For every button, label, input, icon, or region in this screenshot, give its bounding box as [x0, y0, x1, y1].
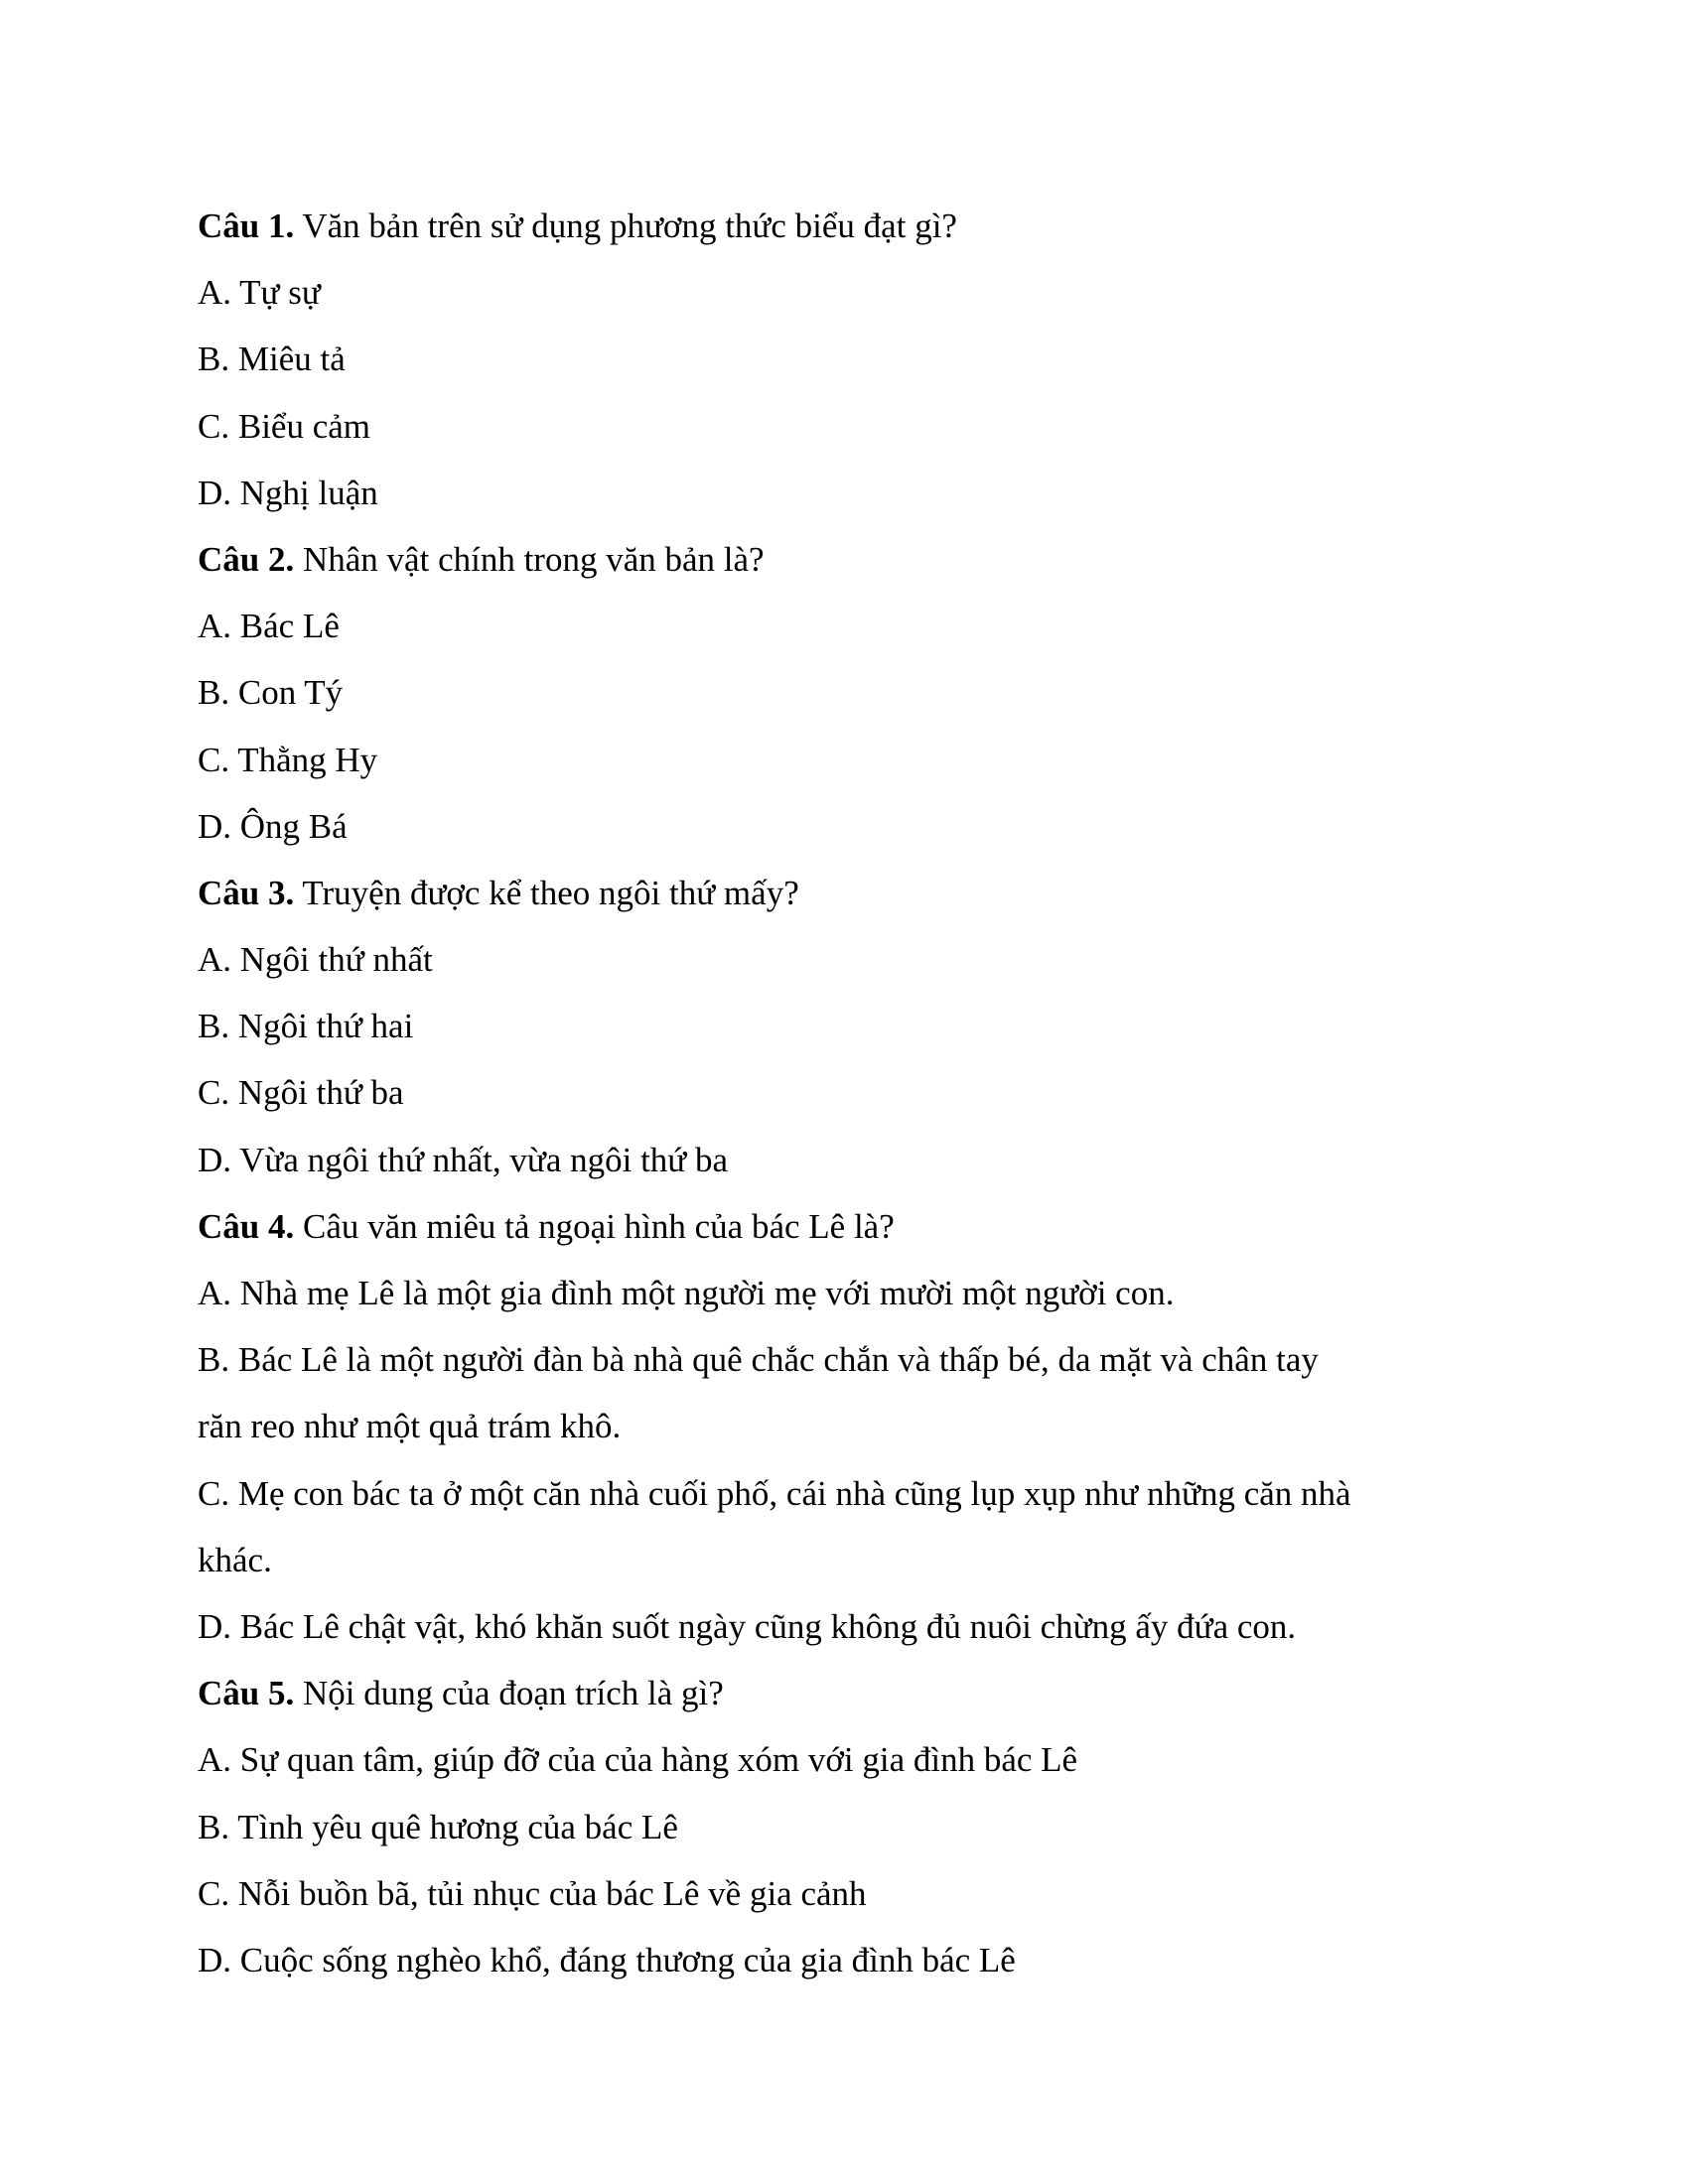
question-stem — [198, 526, 1508, 593]
answer-option-line: B. Miêu tả — [198, 340, 346, 379]
answer-option-line: A. Ngôi thứ nhất — [198, 940, 433, 980]
answer-option — [198, 1460, 1508, 1593]
question-text: Nhân vật chính trong văn bản là? — [294, 539, 765, 579]
question-stem — [198, 193, 1508, 259]
answer-option-line: B. Ngôi thứ hai — [198, 1007, 414, 1046]
question-1 — [198, 193, 1508, 526]
answer-option — [198, 460, 1508, 526]
question-text: Truyện được kể theo ngôi thứ mấy? — [294, 873, 799, 912]
answer-option-line: B. Con Tý — [198, 673, 344, 713]
answer-option — [198, 326, 1508, 392]
answer-option-line: A. Tự sự — [198, 273, 321, 313]
answer-option-line: A. Sự quan tâm, giúp đỡ của của hàng xóm với gia đình bác Lê — [198, 1740, 1078, 1780]
answer-option — [198, 393, 1508, 460]
question-3 — [198, 860, 1508, 1193]
answer-option-line: D. Vừa ngôi thứ nhất, vừa ngôi thứ ba — [198, 1140, 729, 1179]
answer-option — [198, 1059, 1508, 1126]
question-2 — [198, 526, 1508, 860]
answer-option — [198, 1927, 1508, 1993]
question-number: Câu 5. — [198, 1674, 295, 1713]
answer-option — [198, 593, 1508, 659]
answer-option — [198, 793, 1508, 860]
answer-option — [198, 659, 1508, 726]
question-text: Văn bản trên sử dụng phương thức biểu đạt gì? — [294, 206, 957, 245]
answer-option-line: răn reo như một quả trám khô. — [198, 1407, 622, 1446]
answer-option-line: A. Nhà mẹ Lê là một gia đình một người mẹ với mười một người con. — [198, 1274, 1175, 1312]
answer-option-line: D. Bác Lê chật vật, khó khăn suốt ngày cũng không đủ nuôi chừng ấy đứa con. — [198, 1606, 1297, 1646]
answer-option — [198, 926, 1508, 993]
answer-option — [198, 1326, 1508, 1459]
question-5 — [198, 1660, 1508, 1993]
answer-option-line: C. Thằng Hy — [198, 740, 378, 779]
answer-option — [198, 993, 1508, 1059]
answer-option — [198, 1260, 1508, 1326]
answer-option — [198, 1726, 1508, 1793]
question-stem — [198, 860, 1508, 926]
question-stem — [198, 1660, 1508, 1726]
question-stem — [198, 1193, 1508, 1260]
answer-option — [198, 1593, 1508, 1660]
answer-option-line: B. Bác Lê là một người đàn bà nhà quê chắc chắn và thấp bé, da mặt và chân tay — [198, 1340, 1319, 1380]
question-number: Câu 1. — [198, 206, 295, 245]
answer-option-line: D. Cuộc sống nghèo khổ, đáng thương của gia đình bác Lê — [198, 1940, 1016, 1979]
answer-option-line: C. Nỗi buồn bã, tủi nhục của bác Lê về gia cảnh — [198, 1873, 867, 1913]
question-number: Câu 3. — [198, 873, 295, 912]
question-text: Nội dung của đoạn trích là gì? — [294, 1674, 724, 1713]
answer-option-line: B. Tình yêu quê hương của bác Lê — [198, 1807, 678, 1846]
answer-option — [198, 1127, 1508, 1193]
answer-option-line: A. Bác Lê — [198, 607, 340, 646]
answer-option-line: C. Biểu cảm — [198, 406, 370, 446]
answer-option — [198, 1794, 1508, 1860]
question-number: Câu 2. — [198, 539, 295, 579]
quiz-document — [198, 193, 1508, 1993]
question-4 — [198, 1193, 1508, 1660]
answer-option-line: C. Mẹ con bác ta ở một căn nhà cuối phố, cái nhà cũng lụp xụp như những căn nhà — [198, 1473, 1351, 1513]
answer-option-line: D. Nghị luận — [198, 473, 378, 512]
question-number: Câu 4. — [198, 1206, 295, 1246]
answer-option — [198, 727, 1508, 793]
answer-option — [198, 259, 1508, 326]
answer-option — [198, 1860, 1508, 1927]
answer-option-line: khác. — [198, 1540, 272, 1579]
answer-option-line: D. Ông Bá — [198, 806, 348, 846]
answer-option-line: C. Ngôi thứ ba — [198, 1073, 404, 1113]
question-text: Câu văn miêu tả ngoại hình của bác Lê là? — [294, 1206, 895, 1246]
